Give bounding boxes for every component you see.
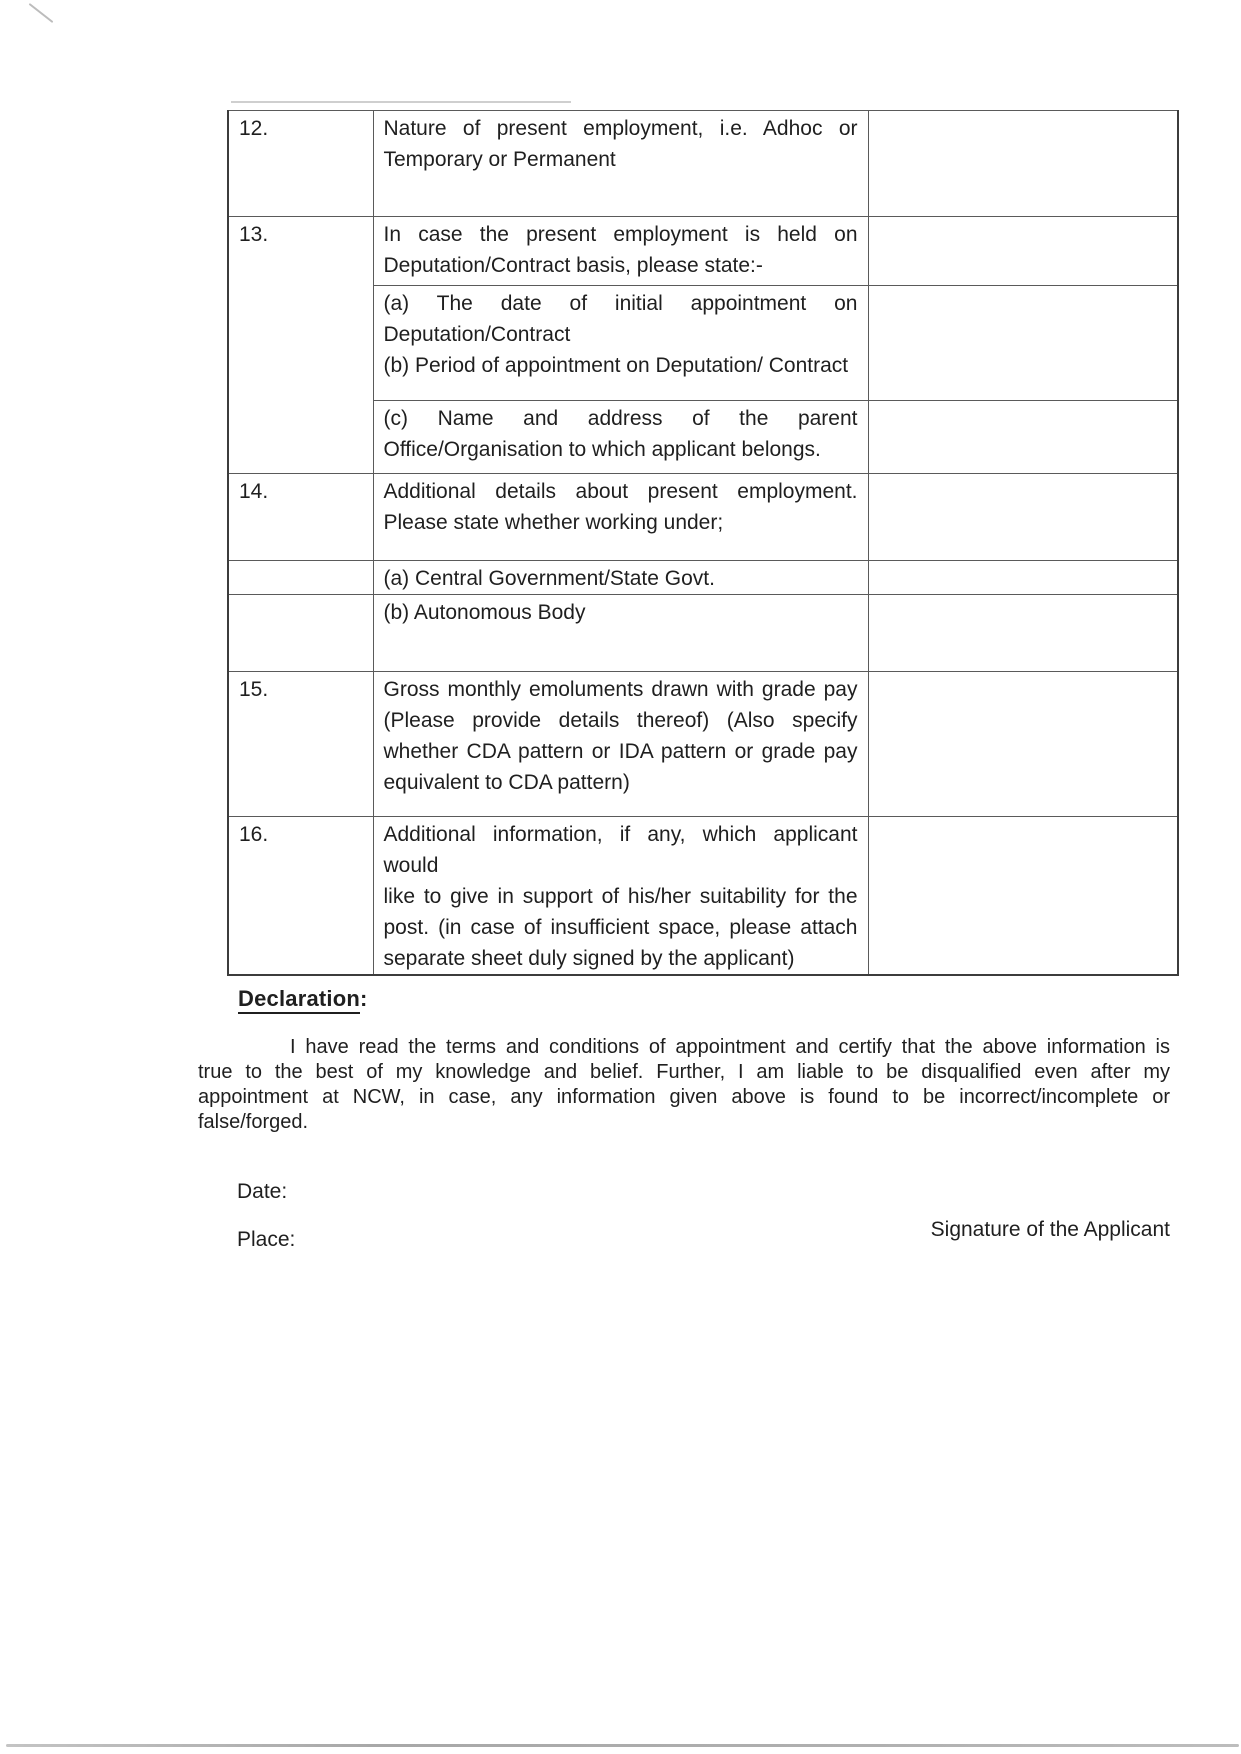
row-number: 13. [239, 223, 269, 246]
date-label: Date: [237, 1180, 288, 1203]
declaration-heading-colon: : [360, 986, 368, 1011]
row-13-answer-cell [868, 217, 1178, 286]
declaration-line: I have read the terms and conditions of appointment and certify that the above information is [290, 1036, 1170, 1058]
row-15-number-cell [228, 672, 373, 817]
table-row-16 [228, 817, 1178, 976]
declaration-heading-text: Declaration [238, 986, 360, 1014]
question-line: (c) Name and address of the parent [383, 407, 858, 430]
table-row-13 [228, 217, 1178, 286]
row-14a-question-cell [373, 561, 868, 595]
question-line: post. (in case of insufficient space, please attach [383, 916, 858, 939]
question-line: (b) Period of appointment on Deputation/ Contract [383, 354, 849, 377]
row-13-question-cell [373, 217, 868, 286]
row-16-question-cell [373, 817, 868, 976]
row-13ab-answer-cell [868, 286, 1178, 401]
question-line: Additional information, if any, which applicant would [383, 823, 858, 877]
question-line: Additional details about present employment. [383, 480, 858, 503]
row-14b-question-cell [373, 595, 868, 672]
row-12-number-cell [228, 111, 373, 217]
question-line: In case the present employment is held on [383, 223, 858, 246]
row-13c-question-cell [373, 401, 868, 474]
question-line: (b) Autonomous Body [383, 601, 586, 624]
declaration-line: true to the best of my knowledge and belief. Further, I am liable to be disqualified even after my [198, 1061, 1170, 1083]
row-12-question-cell [373, 111, 868, 217]
row-14-answer-cell [868, 474, 1178, 561]
scan-mark-topleft [29, 3, 54, 23]
question-line: whether CDA pattern or IDA pattern or grade pay [383, 740, 858, 763]
row-13c-answer-cell [868, 401, 1178, 474]
row-16-number-cell [228, 817, 373, 976]
question-line: (a) Central Government/State Govt. [383, 567, 715, 590]
table-row-15 [228, 672, 1178, 817]
row-13-number-cell [228, 217, 373, 474]
row-14b-answer-cell [868, 595, 1178, 672]
question-line: (a) The date of initial appointment on [383, 292, 858, 315]
declaration-heading [238, 986, 368, 1012]
table-row-12 [228, 111, 1178, 217]
row-14a-answer-cell [868, 561, 1178, 595]
row-12-answer-cell [868, 111, 1178, 217]
question-line: Deputation/Contract basis, please state:- [383, 254, 763, 277]
question-line: Temporary or Permanent [383, 148, 616, 171]
table-row-14a [228, 561, 1178, 595]
row-14-number-cell [228, 474, 373, 561]
question-line: (Please provide details thereof) (Also specify [383, 709, 858, 732]
question-line: Deputation/Contract [383, 323, 571, 346]
application-form-table [227, 110, 1179, 976]
question-line: Office/Organisation to which applicant belongs. [383, 438, 821, 461]
question-line: equivalent to CDA pattern) [383, 771, 630, 794]
question-line: Nature of present employment, i.e. Adhoc or [383, 117, 858, 140]
declaration-line: appointment at NCW, in case, any information given above is found to be incorrect/incomplete or [198, 1086, 1170, 1108]
row-14-question-cell [373, 474, 868, 561]
row-15-question-cell [373, 672, 868, 817]
declaration-paragraph [198, 1035, 1170, 1135]
question-line: Please state whether working under; [383, 511, 724, 534]
row-number: 12. [239, 117, 269, 140]
table-row-14 [228, 474, 1178, 561]
row-15-answer-cell [868, 672, 1178, 817]
row-number: 16. [239, 823, 269, 846]
question-line: like to give in support of his/her suitability for the [383, 885, 858, 908]
table-row-14b [228, 595, 1178, 672]
scan-ghost-line [231, 101, 571, 103]
row-13ab-question-cell [373, 286, 868, 401]
place-label: Place: [237, 1228, 296, 1251]
declaration-line: false/forged. [198, 1111, 309, 1133]
row-14b-number-cell [228, 595, 373, 672]
scan-edge-bottom [6, 1744, 1239, 1747]
signature-label: Signature of the Applicant [930, 1218, 1170, 1241]
question-line: Gross monthly emoluments drawn with grade pay [383, 678, 858, 701]
row-16-answer-cell [868, 817, 1178, 976]
row-14a-number-cell [228, 561, 373, 595]
question-line: separate sheet duly signed by the applicant) [383, 947, 795, 970]
row-number: 14. [239, 480, 269, 503]
row-number: 15. [239, 678, 269, 701]
